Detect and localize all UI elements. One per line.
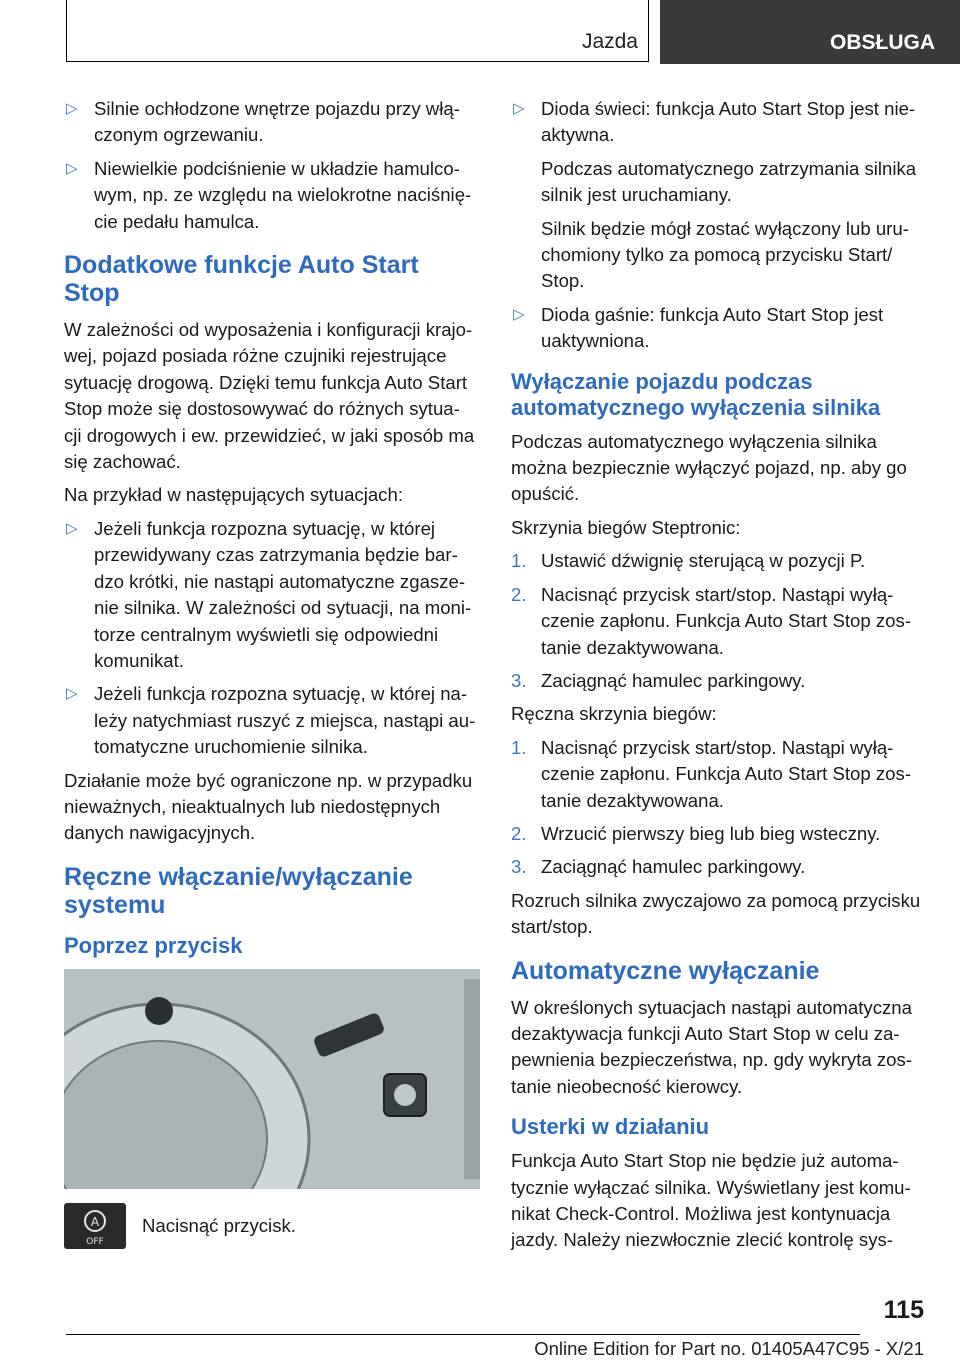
list-item: ▷ Dioda świeci: funkcja Auto Start Stop jest nie- aktywna. Podczas automatycznego zatrzymania silnika silnik jest uruchamiany. Silnik będzie mógł zostać wyłączony lub uru- chomiony tylko za pomocą przycisku Start/ Stop. — [511, 96, 927, 295]
paragraph: Na przykład w następujących sytuacjach: — [64, 484, 403, 506]
off-label: OFF — [86, 1236, 104, 1247]
heading-manual-toggle: Ręczne włączanie/wyłączanie systemu — [64, 862, 413, 919]
list-item: ▷ Niewielkie podciśnienie w układzie hamulco- wym, np. ze względu na wielokrotne naciśnię- cie pedału hamulca. — [66, 157, 472, 232]
heading-via-button: Poprzez przycisk — [64, 932, 243, 958]
paragraph: W zależności od wyposażenia i konfiguracji krajo- wej, pojazd posiada różne czujniki rejestrujące sytuację drogową. Dzięki temu funkcja Auto Start Stop może się dostosowywać do różnych sytua- cji drogowych i ew. przewidzieć, w jaki sposób ma się zachować. — [64, 319, 475, 473]
sub-paragraph: Podczas automatycznego zatrzymania silnika silnik jest uruchamiany. — [541, 157, 917, 206]
steering-wheel-button-photo — [64, 969, 480, 1189]
step-number: 1. — [511, 736, 527, 758]
header-frame — [66, 0, 649, 62]
triangle-bullet-icon: ▷ — [66, 100, 78, 117]
page-number: 115 — [883, 1296, 924, 1324]
triangle-bullet-icon: ▷ — [66, 685, 78, 703]
step-item: 3. Zaciągnąć hamulec parkingowy. — [511, 668, 927, 694]
svg-text:A: A — [90, 1214, 100, 1229]
step-item: 1. Ustawić dźwignię sterującą w pozycji P. — [511, 548, 927, 574]
step-number: 1. — [511, 550, 527, 572]
step-number: 2. — [511, 822, 527, 844]
step-number: 3. — [511, 669, 527, 691]
paragraph: W określonych sytuacjach nastąpi automatyczna dezaktywacja funkcji Auto Start Stop w celu za- pewnienia bezpieczeństwa, np. gdy wykryta zos- tanie nieobecność kierowcy. — [511, 996, 913, 1097]
step-number: 3. — [511, 856, 527, 878]
list-item: ▷ Silnie ochłodzone wnętrze pojazdu przy włą- czonym ogrzewaniu. — [66, 98, 460, 146]
paragraph: Działanie może być ograniczone np. w przypadku nieważnych, nieaktualnych lub niedostępnych danych nawigacyjnych. — [64, 769, 473, 844]
step-item: 2. Wrzucić pierwszy bieg lub bieg wsteczny. — [511, 821, 927, 847]
right-column — [511, 96, 927, 1261]
paragraph: Ręczna skrzynia biegów: — [511, 703, 717, 725]
press-button-caption: Nacisnąć przycisk. — [142, 1214, 296, 1236]
step-item: 1. Nacisnąć przycisk start/stop. Nastąpi wyłą- czenie zapłonu. Funkcja Auto Start Stop zos- tanie dezaktywowana. — [511, 736, 912, 811]
triangle-bullet-icon: ▷ — [513, 100, 525, 117]
triangle-bullet-icon: ▷ — [66, 519, 78, 537]
paragraph: Skrzynia biegów Steptronic: — [511, 516, 741, 538]
section-title: Jazda — [581, 30, 638, 53]
footer-divider — [66, 1334, 860, 1335]
triangle-bullet-icon: ▷ — [66, 159, 78, 177]
left-column — [64, 96, 480, 1253]
paragraph: Podczas automatycznego wyłączenia silnika można bezpiecznie wyłączyć pojazd, np. aby go opuścić. — [511, 430, 907, 505]
press-button-row — [64, 1203, 480, 1253]
auto-start-stop-button-icon — [64, 1203, 126, 1249]
chapter-tab: OBSŁUGA — [660, 0, 960, 64]
sub-paragraph: Silnik będzie mógł zostać wyłączony lub uru- chomiony tylko za pomocą przycisku Start/ Stop. — [541, 217, 909, 292]
heading-switch-off: Wyłączanie pojazdu podczas automatycznego wyłączenia silnika — [511, 368, 881, 420]
list-item: ▷ Jeżeli funkcja rozpozna sytuację, w której na- leży natychmiast ruszyć z miejsca, nastąpi au- tomatyczne uruchomienie silnika. — [66, 683, 476, 758]
triangle-bullet-icon: ▷ — [513, 305, 525, 323]
step-item: 2. Nacisnąć przycisk start/stop. Nastąpi wyłą- czenie zapłonu. Funkcja Auto Start Stop zos- tanie dezaktywowana. — [511, 583, 912, 658]
edition-note: Online Edition for Part no. 01405A47C95 - X/21 — [534, 1338, 924, 1359]
heading-additional-functions: Dodatkowe funkcje Auto Start Stop — [64, 251, 419, 308]
heading-auto-off: Automatyczne wyłączanie — [511, 956, 820, 985]
list-item: ▷ Jeżeli funkcja rozpozna sytuację, w której przewidywany czas zatrzymania będzie bar- dzo krótki, nie nastąpi automatyczne zgasze- nie silnika. W zależności od sytuacji, na moni- torze centralnym wyświetli się odpowiedni komunikat. — [66, 517, 472, 671]
list-item: ▷ Dioda gaśnie: funkcja Auto Start Stop jest uaktywniona. — [513, 303, 884, 352]
step-number: 2. — [511, 583, 527, 605]
heading-faults: Usterki w działaniu — [511, 1114, 710, 1140]
paragraph: Rozruch silnika zwyczajowo za pomocą przycisku start/stop. — [511, 889, 921, 938]
step-item: 3. Zaciągnąć hamulec parkingowy. — [511, 854, 927, 880]
paragraph: Funkcja Auto Start Stop nie będzie już automa- tycznie wyłączać silnika. Wyświetlany jest komu- nikat Check-Control. Możliwa jest kontynuacja jazdy. Należy niezwłocznie zlecić kontrolę sys- — [511, 1150, 911, 1251]
